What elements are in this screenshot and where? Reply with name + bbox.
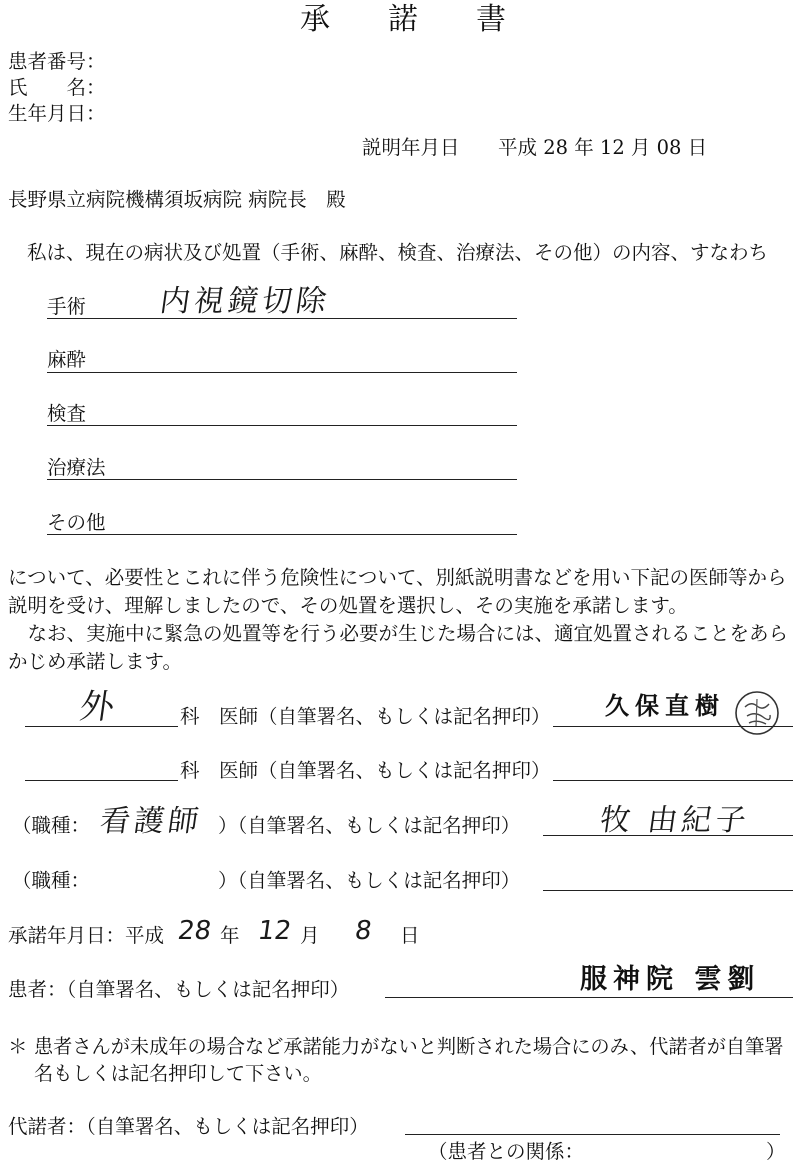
staff-signature-label: ）（自筆署名、もしくは記名押印）	[218, 814, 521, 837]
procedure-label-treatment: 治療法	[47, 456, 106, 479]
consent-date-label: 承諾年月日：平成	[8, 924, 165, 947]
consent-date-day-unit: 日	[400, 924, 420, 947]
signature-underline	[385, 997, 793, 998]
consent-date-month-unit: 月	[300, 924, 320, 947]
patient-signature-label: 患者：（自筆署名、もしくは記名押印）	[8, 978, 350, 1001]
consent-date-day: 8	[352, 916, 374, 946]
procedure-underline	[47, 479, 517, 480]
statement-line: 説明を受け、理解しましたので、その処置を選択し、その実施を承諾します。	[8, 594, 688, 617]
statement-line: なお、実施中に緊急の処置等を行う必要が生じた場合には、適宜処置されることをあら	[8, 622, 789, 645]
department-underline	[25, 780, 178, 781]
department-underline	[25, 726, 178, 727]
doctor-signature-label: 科 医師（自筆署名、もしくは記名押印）	[180, 759, 551, 782]
staff-signature-name: 牧 由紀子	[597, 803, 753, 838]
document-title: 承諾書	[300, 2, 564, 37]
addressee: 長野県立病院機構須坂病院 病院長 殿	[8, 188, 346, 211]
patient-id-label: 患者番号：	[8, 50, 106, 73]
proxy-relation-open: （患者との関係：	[428, 1140, 585, 1163]
doctor-name: 久保直樹	[605, 692, 725, 720]
statement-line: かじめ承諾します。	[8, 650, 182, 673]
consent-date-month: 12	[255, 916, 294, 946]
procedure-underline	[47, 425, 517, 426]
signature-underline	[543, 835, 793, 836]
consent-date-year: 28	[175, 916, 214, 946]
occupation-label: （職種：	[12, 869, 91, 892]
doctor-department-value: 外	[77, 687, 117, 727]
intro-text: 私は、現在の病状及び処置（手術、麻酔、検査、治療法、その他）の内容、すなわち	[27, 241, 769, 264]
procedure-value-surgery: 内視鏡切除	[157, 284, 333, 319]
patient-signature-name: 服神院 雲劉	[580, 964, 761, 995]
statement-line: について、必要性とこれに伴う危険性について、別紙説明書などを用い下記の医師等から	[8, 566, 787, 589]
patient-name-label: 氏 名：	[8, 76, 106, 99]
procedure-underline	[47, 534, 517, 535]
signature-underline	[543, 890, 793, 891]
note-line: 患者さんが未成年の場合など承諾能力がないと判断された場合にのみ、代諾者が自筆署	[34, 1035, 784, 1058]
consent-date-year-unit: 年	[220, 924, 240, 947]
signature-underline	[553, 726, 793, 727]
signature-underline	[553, 780, 793, 781]
note-line: 名もしくは記名押印して下さい。	[34, 1062, 322, 1085]
procedure-label-examination: 検査	[47, 402, 87, 425]
procedure-underline	[47, 318, 517, 319]
proxy-signature-label: 代諾者：（自筆署名、もしくは記名押印）	[8, 1115, 369, 1138]
explanation-date-value: 平成 28 年 12 月 08 日	[498, 136, 708, 159]
staff-signature-label: ）（自筆署名、もしくは記名押印）	[218, 869, 521, 892]
note-mark: ＊	[8, 1035, 28, 1058]
occupation-value: 看護師	[97, 804, 205, 839]
procedure-label-other: その他	[47, 511, 106, 534]
patient-dob-label: 生年月日：	[8, 102, 106, 125]
explanation-date-label: 説明年月日	[362, 136, 460, 159]
signature-underline	[405, 1134, 780, 1135]
doctor-signature-label: 科 医師（自筆署名、もしくは記名押印）	[180, 705, 551, 728]
procedure-label-surgery: 手術	[47, 295, 87, 318]
procedure-underline	[47, 372, 517, 373]
occupation-label: （職種：	[12, 814, 91, 837]
proxy-relation-close: ）	[766, 1140, 786, 1163]
hanko-seal-icon	[733, 689, 781, 737]
procedure-label-anesthesia: 麻酔	[47, 348, 87, 371]
